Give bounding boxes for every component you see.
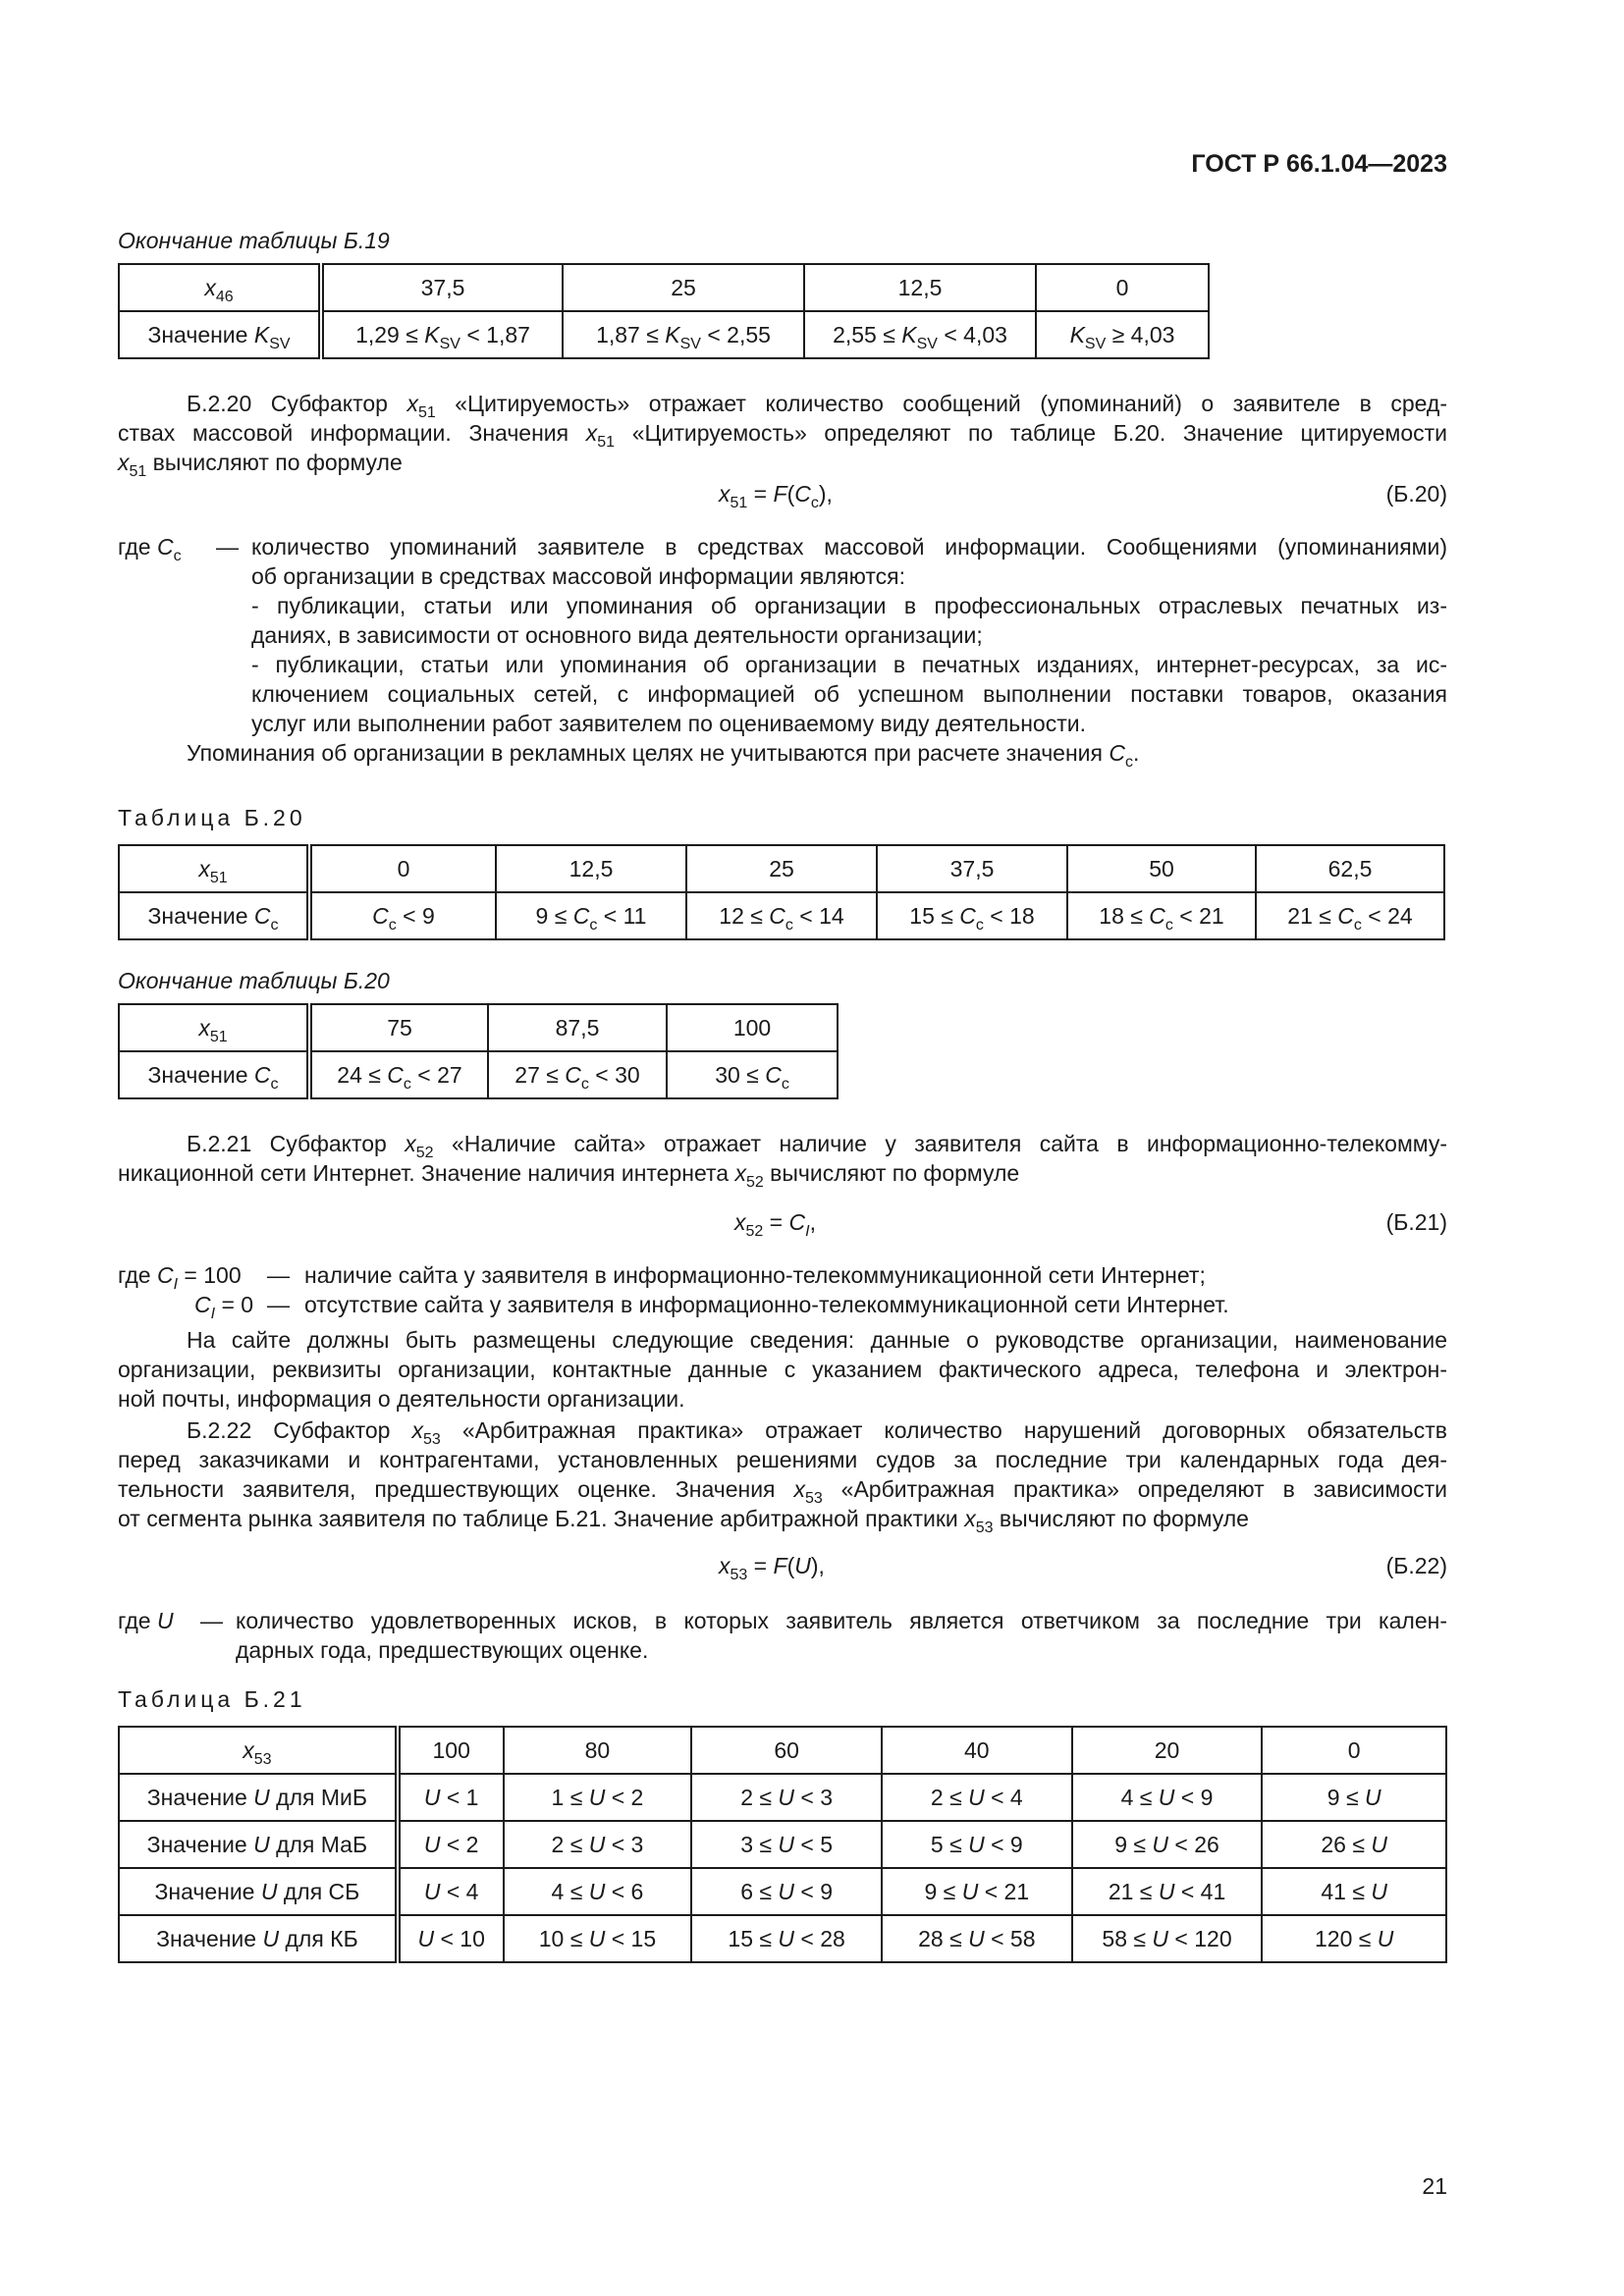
table-cell: 26 ≤ U <box>1262 1821 1446 1868</box>
table-cell: 9 ≤ U < 26 <box>1072 1821 1263 1868</box>
table-cell: U < 10 <box>398 1915 504 1962</box>
table-b20-end-caption: Окончание таблицы Б.20 <box>118 968 390 993</box>
table-head-cell: 100 <box>398 1727 504 1774</box>
table-row-label: Значение U для КБ <box>119 1915 398 1962</box>
table-cell: 9 ≤ U < 21 <box>882 1868 1072 1915</box>
table-b20 <box>118 844 1445 940</box>
table-row-label: Значение U для МаБ <box>119 1821 398 1868</box>
table-head-cell: 37,5 <box>321 264 563 311</box>
table-cell: 1 ≤ U < 2 <box>504 1774 692 1821</box>
table-cell: U < 4 <box>398 1868 504 1915</box>
table-cell: 58 ≤ U < 120 <box>1072 1915 1263 1962</box>
table-head-cell: 0 <box>1262 1727 1446 1774</box>
formula-b20: $x_{51} = F(C_c)$, (Б.20) <box>719 481 1447 511</box>
table-row-label: Значение U для МиБ <box>119 1774 398 1821</box>
page-number: 21 <box>1422 2173 1447 2199</box>
table-cell: 2 ≤ U < 3 <box>691 1774 882 1821</box>
table-cell: $1,87 \le K_{SV} < 2,55$ <box>563 311 804 358</box>
table-head-cell: 0 <box>309 845 496 892</box>
formula-number: (Б.21) <box>1385 1209 1447 1235</box>
table-cell: 5 ≤ U < 9 <box>882 1821 1072 1868</box>
table-cell: 2 ≤ U < 3 <box>504 1821 692 1868</box>
table-cell: 4 ≤ U < 6 <box>504 1868 692 1915</box>
table-cell: 4 ≤ U < 9 <box>1072 1774 1263 1821</box>
table-cell: $1,29 \le K_{SV} < 1,87$ <box>321 311 563 358</box>
table-row <box>119 1774 1446 1821</box>
table-cell: 6 ≤ U < 9 <box>691 1868 882 1915</box>
definition-ci: где $C_I = 100$ — наличие сайта у заявителя в информационно-телекоммуникационной сети Интернет; $C_I = 0$ — отсутствие сайта у заявителя в информационно-телекоммуникационной сети Интернет. <box>118 1262 1229 1322</box>
table-cell: $15 \le C_c < 18$ <box>877 892 1067 939</box>
paragraph-b222: Б.2.22 Субфактор $x_{53}$ «Арбитражная практика» отражает количество нарушений договорных обязательств перед заказчиками и контрагентами, установленных решениями судов за последние три календарных года дея- тельности заявителя, предшествующих оценке. Значения $x_{53}$ «Арбитражная практика» определяют в зависимости от сегмента рынка заявителя по таблице Б.21. Значение арбитражной практики $x_{53}$ вычисляют по формуле <box>118 1417 1447 1536</box>
formula-b21: $x_{52} = C_I$, (Б.21) <box>734 1209 1447 1240</box>
table-var-cell: $x_{53}$ <box>119 1727 398 1774</box>
table-head-cell: 25 <box>686 845 877 892</box>
table-row-label: Значение $C_c$ <box>119 1051 309 1098</box>
formula-number: (Б.22) <box>1385 1553 1447 1578</box>
paragraph-b221: Б.2.21 Субфактор $x_{52}$ «Наличие сайта» отражает наличие у заявителя сайта в информационно-телекомму- никационной сети Интернет. Значение наличия интернета $x_{52}$ вычисляют по формуле <box>118 1131 1447 1191</box>
table-cell: $2,55 \le K_{SV} < 4,03$ <box>804 311 1036 358</box>
table-head-cell: 80 <box>504 1727 692 1774</box>
table-header-row <box>119 264 1209 311</box>
table-row <box>119 1821 1446 1868</box>
table-head-cell: 75 <box>309 1004 488 1051</box>
table-cell: $12 \le C_c < 14$ <box>686 892 877 939</box>
table-cell: 120 ≤ U <box>1262 1915 1446 1962</box>
table-cell: $9 \le C_c < 11$ <box>496 892 686 939</box>
table-row <box>119 1868 1446 1915</box>
definition-u: где U — количество удовлетворенных исков, в которых заявитель является ответчиком за последние три кален- дарных года, предшествующих оценке. <box>118 1608 1447 1663</box>
table-cell: U < 1 <box>398 1774 504 1821</box>
table-header-row <box>119 1727 1446 1774</box>
table-head-cell: 62,5 <box>1256 845 1444 892</box>
table-cell: $K_{SV} \ge 4,03$ <box>1036 311 1209 358</box>
document-page <box>118 0 1447 2296</box>
table-cell: 2 ≤ U < 4 <box>882 1774 1072 1821</box>
table-row-label: Значение $K_{SV}$ <box>119 311 321 358</box>
table-head-cell: 87,5 <box>488 1004 667 1051</box>
formula-b22: $x_{53} = F(U)$, (Б.22) <box>719 1553 1447 1583</box>
table-var-cell: $x_{46}$ <box>119 264 321 311</box>
table-row <box>119 892 1444 939</box>
table-b20-caption: Таблица Б.20 <box>118 805 306 830</box>
table-cell: U < 2 <box>398 1821 504 1868</box>
paragraph-b220: Б.2.20 Субфактор $x_{51}$ «Цитируемость» отражает количество сообщений (упоминаний) о заявителе в сред- ствах массовой информации. Значения $x_{51}$ «Цитируемость» определяют по таблице Б.20. Значение цитируемости $x_{51}$ вычисляют по формуле <box>118 391 1447 480</box>
table-row <box>119 1915 1446 1962</box>
table-row <box>119 311 1209 358</box>
table-b21-caption: Таблица Б.21 <box>118 1686 306 1712</box>
table-b19-caption: Окончание таблицы Б.19 <box>118 228 390 253</box>
table-b20-end <box>118 1003 839 1099</box>
table-cell: 3 ≤ U < 5 <box>691 1821 882 1868</box>
table-row <box>119 1051 838 1098</box>
table-head-cell: 25 <box>563 264 804 311</box>
table-var-cell: $x_{51}$ <box>119 1004 309 1051</box>
table-head-cell: 37,5 <box>877 845 1067 892</box>
table-header-row <box>119 845 1444 892</box>
table-cell: $24 \le C_c < 27$ <box>309 1051 488 1098</box>
table-cell: $18 \le C_c < 21$ <box>1067 892 1256 939</box>
table-head-cell: 60 <box>691 1727 882 1774</box>
table-cell: $27 \le C_c < 30$ <box>488 1051 667 1098</box>
formula-number: (Б.20) <box>1385 481 1447 507</box>
table-head-cell: 20 <box>1072 1727 1263 1774</box>
table-cell: 21 ≤ U < 41 <box>1072 1868 1263 1915</box>
table-cell: 15 ≤ U < 28 <box>691 1915 882 1962</box>
table-head-cell: 40 <box>882 1727 1072 1774</box>
table-head-cell: 0 <box>1036 264 1209 311</box>
table-head-cell: 100 <box>667 1004 838 1051</box>
table-head-cell: 12,5 <box>804 264 1036 311</box>
table-row-label: Значение U для СБ <box>119 1868 398 1915</box>
table-cell: 10 ≤ U < 15 <box>504 1915 692 1962</box>
table-head-cell: 50 <box>1067 845 1256 892</box>
table-b21 <box>118 1726 1447 1963</box>
table-b19-end <box>118 263 1210 359</box>
table-header-row <box>119 1004 838 1051</box>
table-cell: $C_c < 9$ <box>309 892 496 939</box>
table-cell: 41 ≤ U <box>1262 1868 1446 1915</box>
table-cell: 9 ≤ U <box>1262 1774 1446 1821</box>
table-cell: 28 ≤ U < 58 <box>882 1915 1072 1962</box>
paragraph-site-info: На сайте должны быть размещены следующие сведения: данные о руководстве организации, наименование организации, реквизиты организации, контактные данные с указанием фактического адреса, телефона и электрон- ной почты, информация о деятельности организации. <box>118 1327 1447 1412</box>
standard-header: ГОСТ Р 66.1.04—2023 <box>1191 150 1447 178</box>
table-cell: $21 \le C_c < 24$ <box>1256 892 1444 939</box>
table-row-label: Значение $C_c$ <box>119 892 309 939</box>
table-var-cell: $x_{51}$ <box>119 845 309 892</box>
table-cell: $30 \le C_c$ <box>667 1051 838 1098</box>
table-head-cell: 12,5 <box>496 845 686 892</box>
definition-cc: где $C_c$ — количество упоминаний заявителе в средствах массовой информации. Сообщениями (упоминаниями) об организации в средствах массовой информации являются: - публикации, статьи или упоминания об организации в профессиональных отраслевых печатных из- даниях, в зависимости от основного вида деятельности организации; - публикации, статьи или упоминания об организации в печатных изданиях, интернет-ресурсах, за ис- ключением социальных сетей, с информацией об успешном выполнении поставки товаров, оказания услуг или выполнении работ заявителем по оцениваемому виду деятельности. Упоминания об организации в рекламных целях не учитываются при расчете значения $C_c$. <box>118 534 1447 771</box>
